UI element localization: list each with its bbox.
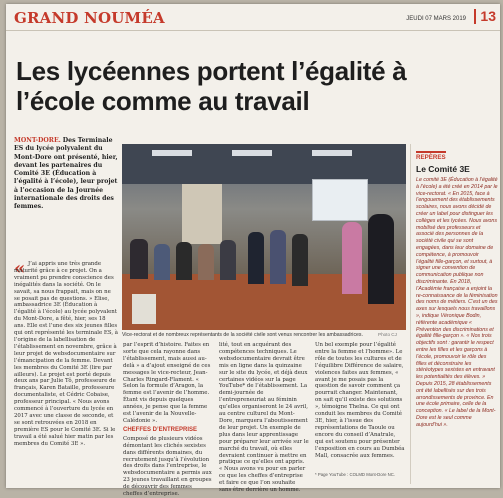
- sidebar-title: Le Comité 3E: [416, 164, 470, 174]
- lead-text: Des Terminale ES du lycée polyvalent du Mont-Dore ont présenté, hier, devant les partenaires du Comité 3E (Éducation à l’égalité à l’école), leur projet à l’occasion de la Journée internationale des droits des femmes.: [14, 137, 118, 211]
- body-column-3: lité, tout en acquérant des compétences techniques. Le websdocumentaire devrait être mis en ligne dans la quinzaine sur le site du lycée, et déjà deux certaines vidéos sur la page YouTube* de l’établissement. La demi-journée de l’entrepreneuriat au féminin qu’elles organiseront le 24 avril, au centre culturel du Mont-Dore, marquera l’aboutissement de leur projet. Un exemple de plus dans leur apprentissage pour préparer leur arrivée sur le marché du travail, où elles devraient continuer à mettre en pratique ce qu’elles ont appris. « Nous avons vu pour en parler ce que les cheffes d’entreprise et faire ce que l’on souhaite sans être derrière un homme.: [219, 342, 309, 494]
- newspaper-page: [6, 4, 500, 498]
- article-headline: Les lycéennes portent l’égalité à l’école comme au travail: [16, 56, 407, 116]
- article-photo: [122, 144, 406, 330]
- sidebar-text: Le comité 3E (Éducation à l’égalité à l’école) a été créé en 2014 par le vice-rectorat. « En 2015, face à l’engouement des établissements scolaires, nous avons décidé de créer un label pour distinguer les collèges et les lycées. Nous avons mobilisé des professeurs et associé des personnes de la société civile qui se sont engagées, dans leur domaine de compétence, à promouvoir l’égalité fille-garçon, et surtout, à signer une convention de communication publique non discriminante. En 2018, l’Académie française a enjoint la re-connaissance de la féminisation des noms de métiers. C’est un des axes sur lesquels nous travaillons », indique Véronique Bodin, référente académique « Prévention des discriminations et égalité fille-garçon ». « Nos trois objectifs sont : garantir le respect entre les filles et les garçons à l’école, promouvoir le rôle des filles et déconstruire les stéréotypes sexistes en entravant les potentialités des élèves. » Depuis 2015, 28 établissements ont été labellisés sur des trois arrondissements de province. En une école primaire, celle de la conception. « Le label de la Mont-Dore est le seul comme aujourd’hui ».: [416, 177, 498, 428]
- sidebar-kicker: REPÈRES: [416, 151, 446, 161]
- section-title: GRAND NOUMÉA: [14, 9, 165, 27]
- article-footnote: * Page YouTube : COLMD Mont-Dore NC.: [315, 472, 396, 477]
- photo-caption: Vice-rectorat et de nombreux représentants de la société civile sont venus rencontrer les ambassadrices.: [122, 332, 363, 338]
- body-column-1: J’ai appris une très grande maturité grâce à ce projet. On a vraiment pu prendre conscience des inégalités dans la société. On le savait, sa nous frappait, mais on ne se posait pas de questions. » Elise, ambassadrice 3E (Éducation à l’égalité à l’école) au lycée polyvalent du Mont-Dore, a fêté, hier, ses 18 ans. Elle est l’une des six jeunes filles qui ont représenté les terminale ES, à l’origine de la labellisation de l’établissement en novembre, grâce à leur projet de websdocumentaire sur l’émancipation de la femme. Devant les membres du Comité 3E (lire par ailleurs). Le projet est porté depuis deux ans par Julie Tô, professeure de français, Karen Bataille, professeure documentaliste, et Cédric Cobaise, professeur principal. « Nous avons commencé à l’ouverture du lycée en 2017 avec une classe de seconde, et se sont retrouvées en 2018 en première ES pour le Comité 3E. Si le travail a été salué hier matin par les membres du Comité 3E ».: [14, 261, 118, 447]
- quote-mark: «: [14, 258, 26, 279]
- body-column-2-after: Composé de plusieurs vidéos démontant les clichés sexistes dans différents domaines, du recrutement jusqu’à l’évolution des droits dans l’entreprise, le websdocumentaire a permis aux 23 jeunes travaillant en groupes de découvrir des femmes cheffes d’entreprise.: [123, 435, 212, 498]
- article-lead: [14, 137, 118, 212]
- body-column-4: Un bel exemple pour l’égalité entre la femme et l’homme». Le rôle de toutes les cultures et de l’équilibre Différence de salaire, violences faites aux femmes, « avant je me posais pas la question de savoir comment ça pourrait changer. Maintenant, on sait qu’il existe des solutions », témoigne Thelna. Ce qui ont conduit les membres du Comité 3E, hier, à l’issue des représentations de Taoule ou encore du conseil d’Anatrale, qui est soutenu pour présenter l’exposition en cours au Dumbéa Mall, consacrée aux femmes.: [315, 342, 405, 459]
- subhead-cheffes: CHEFFES D’ENTREPRISE: [123, 426, 198, 433]
- page-number: 13: [474, 9, 496, 24]
- lead-place: MONT-DORE.: [14, 137, 61, 144]
- publication-date: JEUDI 07 MARS 2019: [406, 16, 466, 22]
- body-column-2-text: par l’esprit d’histoire. Faites en sorte que cela rayonne dans l’établissement, mais aussi au-delà » a d’ajout enseigné de ces messages le vice-recteur, Jean-Charles Ringard-Flament. « Selon la formule d’Aragon, la femme est l’avenir de l’homme. Étant vis depuis quelques années, je pense que la femme est l’avenir de la Nouvelle-Calédonie ».: [123, 342, 211, 424]
- page-header: [6, 4, 500, 31]
- photo-credit: Photo CJ: [378, 332, 397, 337]
- body-column-2: [123, 342, 213, 498]
- reperes-sidebar: [410, 144, 498, 484]
